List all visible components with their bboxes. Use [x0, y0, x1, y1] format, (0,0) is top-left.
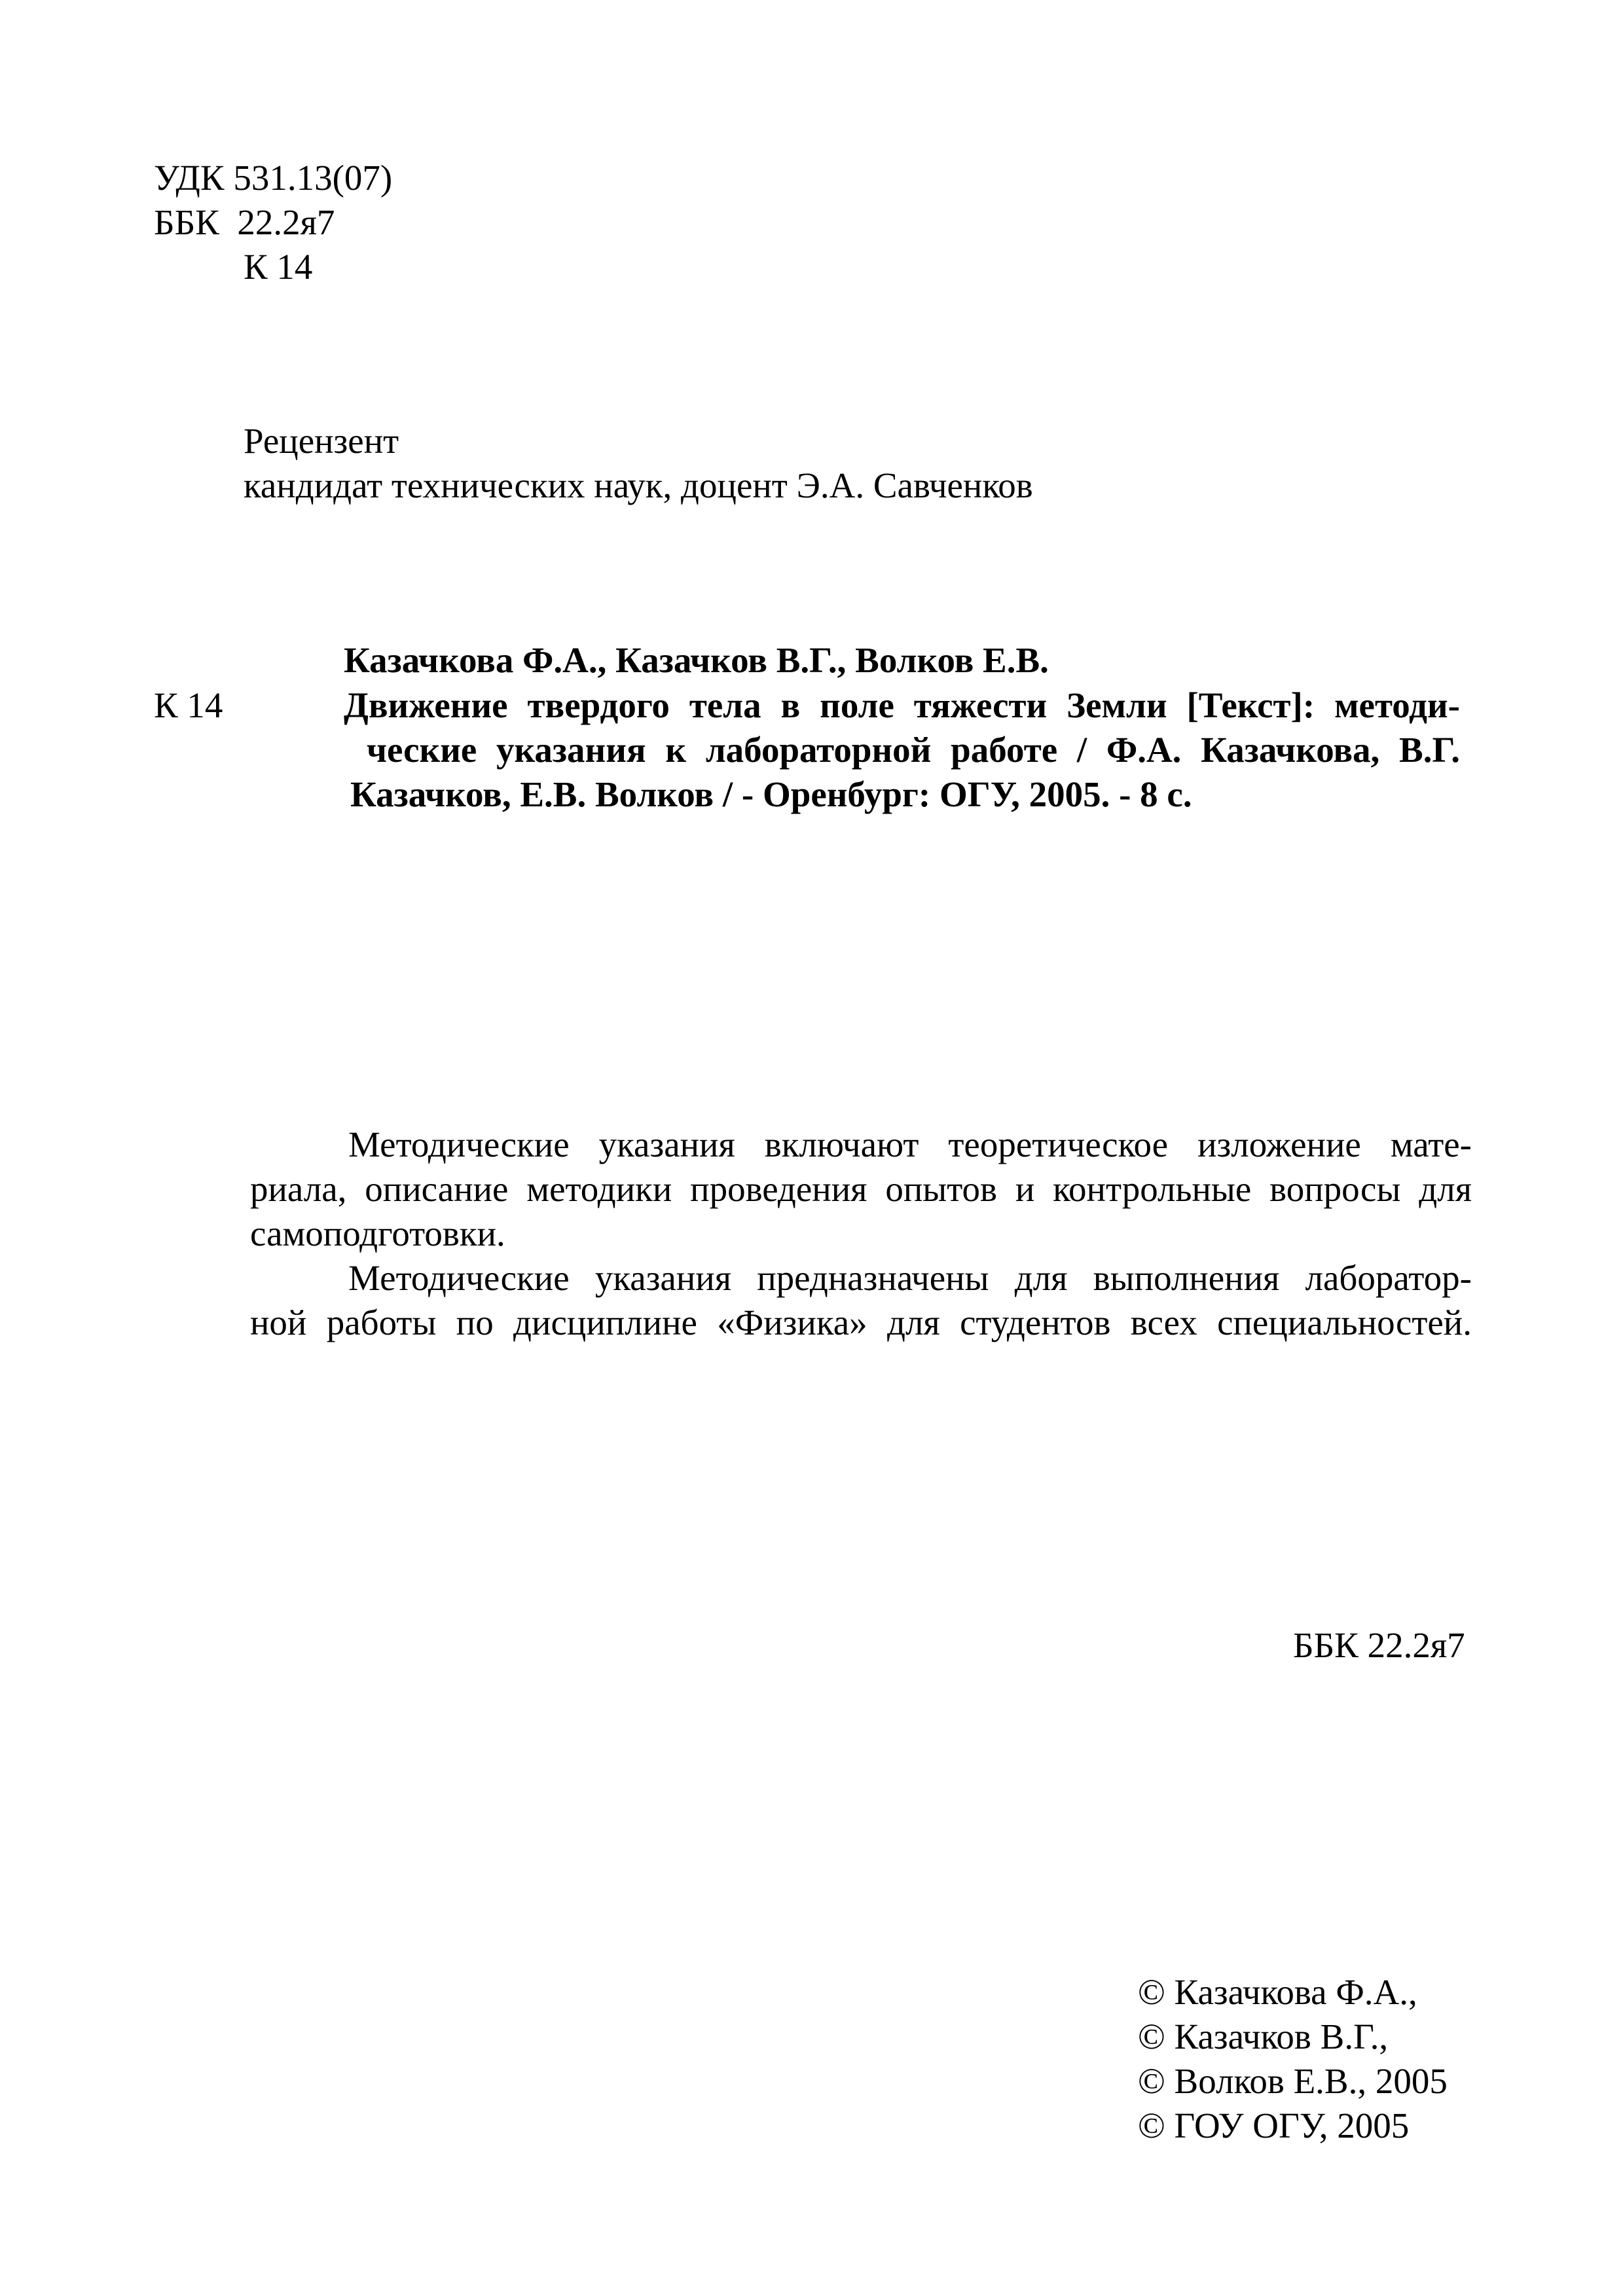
- copyright-line: © Казачкова Ф.А.,: [1138, 1972, 1417, 2012]
- bbk-bottom: ББК 22.2я7: [1293, 1625, 1465, 1665]
- annotation-line: риала, описание методики проведения опытов и контрольные вопросы для: [250, 1169, 1472, 1209]
- bbk-code: ББК 22.2я7: [154, 202, 335, 242]
- description-line: Казачков, Е.В. Волков / - Оренбург: ОГУ, 2005. - 8 с.: [350, 774, 1192, 814]
- copyright-line: © Волков Е.В., 2005: [1138, 2061, 1448, 2101]
- udk-code: УДК 531.13(07): [154, 158, 393, 198]
- copyright-line: © ГОУ ОГУ, 2005: [1138, 2106, 1410, 2145]
- description-line: ческие указания к лабораторной работе / Ф.А. Казачкова, В.Г.: [367, 730, 1460, 770]
- bibliographic-description: [344, 683, 1460, 817]
- reviewer-name: кандидат технических наук, доцент Э.А. Савченков: [244, 465, 1033, 505]
- author-mark-record: К 14: [154, 685, 223, 725]
- annotation-line: Методические указания включают теоретическое изложение мате-: [348, 1124, 1472, 1164]
- annotation-line: самоподготовки.: [250, 1213, 505, 1253]
- author-mark-top: К 14: [244, 247, 313, 287]
- description-line: Движение твердого тела в поле тяжести Земли [Текст]: методи-: [344, 685, 1460, 725]
- authors-heading: Казачкова Ф.А., Казачков В.Г., Волков Е.В.: [344, 640, 1049, 680]
- annotation-line: ной работы по дисциплине «Физика» для студентов всех специальностей.: [250, 1302, 1472, 1342]
- reviewer-label: Рецензент: [244, 421, 399, 461]
- annotation-line: Методические указания предназначены для выполнения лаборатор-: [348, 1258, 1472, 1298]
- annotation: [250, 1122, 1472, 1345]
- copyright-line: © Казачков В.Г.,: [1138, 2017, 1389, 2056]
